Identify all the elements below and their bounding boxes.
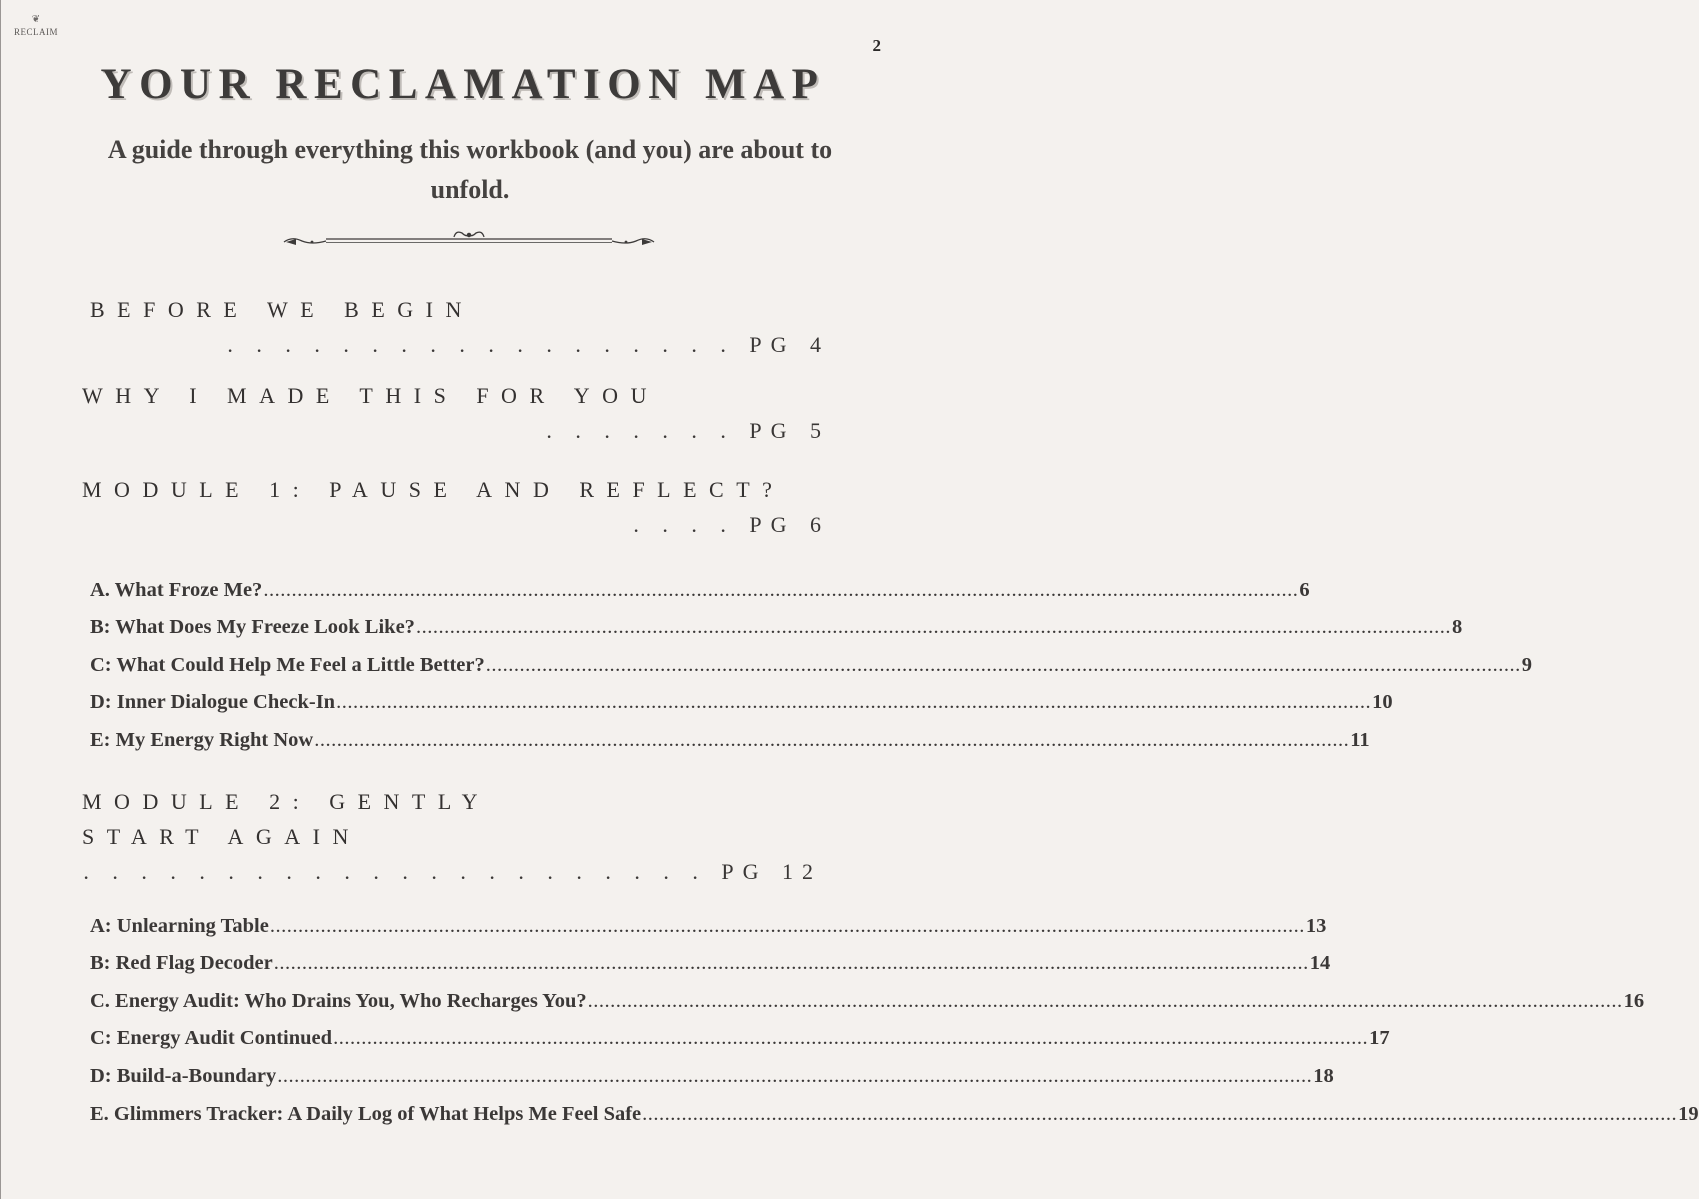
toc-entry[interactable] [90, 1050, 1334, 1088]
toc-entry[interactable] [90, 714, 1370, 752]
toc-entry[interactable] [90, 1088, 1699, 1126]
page-number: 2 [872, 36, 881, 55]
entry-page: 17 [1369, 1027, 1390, 1050]
entry-page: 18 [1313, 1064, 1334, 1087]
section-page-ref: . . . . . . . PG 5 [546, 418, 830, 443]
entry-label: D: Build-a-Boundary [90, 1064, 277, 1087]
toc-entry[interactable] [90, 900, 1327, 938]
entry-label: A. What Froze Me? [90, 578, 263, 601]
entry-label: E. Glimmers Tracker: A Daily Log of What Helps Me Feel Safe [90, 1102, 642, 1125]
section-title: WHY I MADE THIS FOR YOU [82, 383, 659, 408]
toc-entry[interactable] [90, 564, 1310, 602]
entry-page: 16 [1623, 989, 1645, 1012]
dot-leader: ........................................................................................................................................................................................ [333, 1027, 1369, 1050]
dot-leader: ........................................................................................................................................................................................ [277, 1064, 1313, 1087]
page-edge [0, 0, 1, 1199]
dot-leader: ........................................................................................................................................................................................ [587, 989, 1623, 1012]
toc-entry[interactable] [90, 677, 1393, 715]
entry-label: D: Inner Dialogue Check-In [90, 691, 336, 714]
section-title-line-1: MODULE 2: GENTLY [82, 789, 490, 814]
entry-label: B: What Does My Freeze Look Like? [90, 616, 415, 639]
dot-leader: ........................................................................................................................................................................................ [642, 1102, 1678, 1125]
entry-page: 11 [1350, 728, 1370, 751]
entry-label: C: Energy Audit Continued [90, 1027, 333, 1050]
section-title-line-2: START AGAIN [82, 824, 361, 849]
section-page-ref: . . . . . . . . . . . . . . . . . . PG 4 [227, 332, 830, 357]
dot-leader: ........................................................................................................................................................................................ [314, 728, 1350, 751]
reclaim-logo [7, 14, 65, 64]
entry-page: 9 [1521, 653, 1532, 676]
section-page-ref: . . . . PG 6 [633, 512, 830, 537]
dot-leader: ........................................................................................................................................................................................ [336, 691, 1372, 714]
leaf-icon: ❦ [31, 14, 41, 25]
entry-page: 14 [1309, 952, 1331, 975]
entry-label: C: What Could Help Me Feel a Little Better? [90, 653, 485, 676]
dot-leader: ........................................................................................................................................................................................ [263, 578, 1299, 601]
entry-label: A: Unlearning Table [90, 914, 269, 937]
entry-page: 6 [1299, 578, 1310, 601]
dot-leader: ........................................................................................................................................................................................ [269, 914, 1305, 937]
section-title: MODULE 1: PAUSE AND REFLECT? [82, 477, 785, 502]
dot-leader: ........................................................................................................................................................................................ [415, 616, 1451, 639]
entry-page: 13 [1305, 914, 1327, 937]
module-2-list [90, 900, 1699, 1126]
entry-page: 8 [1451, 616, 1463, 639]
toc-entry[interactable] [90, 602, 1463, 640]
dot-leader: ........................................................................................................................................................................................ [273, 952, 1309, 975]
page-subtitle: A guide through everything this workbook (and you) are about to unfold. [107, 135, 833, 204]
toc-entry[interactable] [90, 975, 1645, 1013]
toc-entry[interactable] [90, 639, 1532, 677]
toc-entry[interactable] [90, 1013, 1390, 1051]
entry-label: E: My Energy Right Now [90, 728, 314, 751]
entry-label: B: Red Flag Decoder [90, 952, 273, 975]
entry-label: C. Energy Audit: Who Drains You, Who Recharges You? [90, 989, 587, 1012]
logo-text: RECLAIM [14, 27, 58, 37]
section-page-ref: . . . . . . . . . . . . . . . . . . . . . . PG 12 [83, 859, 822, 884]
section-title: BEFORE WE BEGIN [90, 297, 474, 322]
dot-leader: ........................................................................................................................................................................................ [485, 653, 1521, 676]
entry-page: 19 [1678, 1102, 1699, 1125]
toc-entry[interactable] [90, 938, 1331, 976]
page-title: YOUR RECLAMATION MAP [100, 61, 826, 108]
module-1-list [90, 564, 1532, 752]
entry-page: 10 [1372, 691, 1393, 714]
ornamental-divider [282, 226, 656, 250]
